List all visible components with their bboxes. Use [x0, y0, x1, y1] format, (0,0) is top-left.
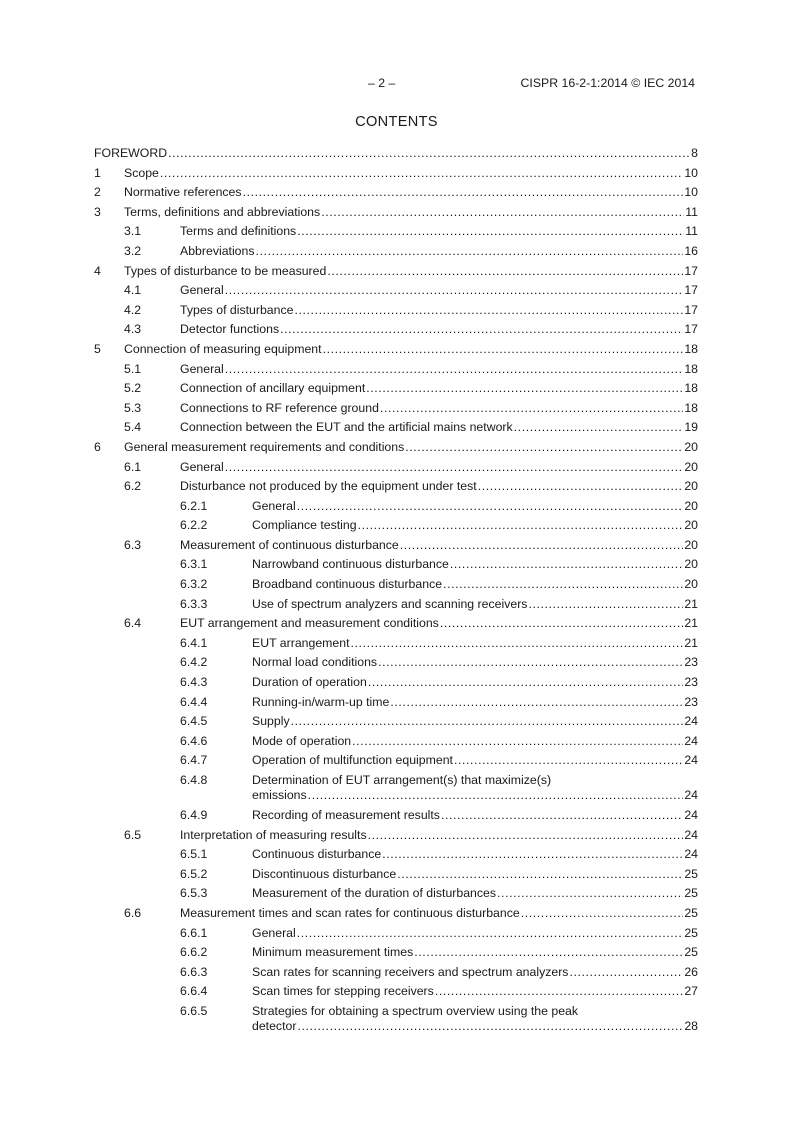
toc-dot-leader [382, 847, 683, 862]
toc-entry-title: Disturbance not produced by the equipment under test [180, 479, 477, 494]
toc-entry[interactable] [94, 361, 698, 381]
toc-entry-number: 6.2.1 [180, 498, 208, 513]
toc-entry[interactable] [94, 243, 698, 263]
toc-entry-title: Mode of operation [252, 733, 352, 748]
toc-entry-page: 25 [684, 905, 698, 920]
toc-dot-leader [368, 828, 684, 843]
toc-entry[interactable] [94, 654, 698, 674]
toc-dot-leader [160, 166, 683, 181]
toc-dot-leader [414, 945, 683, 960]
toc-entry[interactable] [94, 615, 698, 635]
toc-dot-leader [225, 283, 684, 298]
toc-entry[interactable] [94, 885, 698, 905]
toc-dot-leader [441, 808, 683, 823]
toc-entry-page: 11 [685, 204, 698, 219]
toc-entry-title: EUT arrangement and measurement conditions [180, 616, 439, 631]
toc-dot-leader [291, 714, 684, 729]
toc-entry-number: 6.2.2 [180, 518, 208, 533]
toc-entry-title: Terms and definitions [180, 224, 297, 239]
toc-entry-title: Duration of operation [252, 675, 367, 690]
toc-dot-leader [569, 965, 683, 980]
toc-entry[interactable] [94, 694, 698, 714]
toc-entry-number: 6.3.1 [180, 557, 208, 572]
toc-entry[interactable] [94, 184, 698, 204]
toc-dot-leader [435, 984, 684, 999]
toc-entry[interactable] [94, 1003, 698, 1038]
toc-entry-page: 27 [684, 984, 698, 999]
toc-entry[interactable] [94, 827, 698, 847]
toc-entry-page: 20 [684, 439, 698, 454]
toc-dot-leader [294, 303, 683, 318]
toc-entry-number: 5.2 [124, 381, 142, 396]
toc-entry-title: Interpretation of measuring results [180, 827, 367, 842]
toc-entry-title: Narrowband continuous disturbance [252, 557, 449, 572]
toc-entry-page: 21 [684, 635, 698, 650]
toc-entry-title: Determination of EUT arrangement(s) that maximize(s) [252, 773, 552, 787]
toc-dot-leader [405, 440, 683, 455]
toc-entry-page: 10 [684, 165, 698, 180]
toc-entry-title: Normative references [124, 185, 242, 200]
toc-entry[interactable] [94, 223, 698, 243]
toc-entry[interactable] [94, 537, 698, 557]
toc-entry-title: Connection of ancillary equipment [180, 381, 366, 396]
toc-entry[interactable] [94, 165, 698, 185]
toc-dot-leader [308, 788, 684, 803]
toc-entry-number: 6.6 [124, 905, 142, 920]
toc-entry-title: Terms, definitions and abbreviations [124, 204, 321, 219]
toc-entry-number: 4.2 [124, 302, 142, 317]
toc-dot-leader [368, 675, 683, 690]
toc-entry-number: 3.2 [124, 243, 142, 258]
toc-entry-page: 24 [684, 847, 698, 862]
toc-entry-number: 3.1 [124, 224, 142, 239]
toc-entry-number: 5 [94, 341, 101, 356]
toc-entry-title: General [180, 283, 224, 298]
toc-entry-title: Supply [252, 714, 290, 729]
toc-entry[interactable] [94, 925, 698, 945]
toc-entry-number: 5.4 [124, 420, 142, 435]
toc-entry-number: 1 [94, 165, 101, 180]
toc-entry[interactable] [94, 498, 698, 518]
toc-entry-page: 10 [684, 185, 698, 200]
toc-entry-number: 6.6.2 [180, 945, 208, 960]
toc-entry-title: Broadband continuous disturbance [252, 577, 443, 592]
toc-entry-title: Abbreviations [180, 243, 255, 258]
toc-entry-page: 23 [684, 675, 698, 690]
toc-entry-title: Connections to RF reference ground [180, 400, 379, 415]
toc-entry[interactable] [94, 556, 698, 576]
toc-entry-page: 20 [684, 577, 698, 592]
toc-entry[interactable] [94, 478, 698, 498]
toc-entry[interactable] [94, 752, 698, 772]
toc-entry-number: 6.4.9 [180, 808, 208, 822]
toc-entry[interactable] [94, 400, 698, 420]
toc-dot-leader [358, 518, 684, 533]
toc-entry[interactable] [94, 459, 698, 479]
toc-entry-number: 6.4.1 [180, 635, 208, 650]
toc-entry[interactable] [94, 983, 698, 1003]
toc-entry-number: 6.6.1 [180, 925, 208, 940]
toc-entry-page: 24 [684, 714, 698, 729]
toc-entry-number: 5.1 [124, 361, 142, 376]
toc-entry-title: General [180, 361, 224, 376]
toc-entry-title: Detector functions [180, 322, 280, 337]
toc-entry-page: 24 [684, 733, 698, 748]
toc-entry-page: 24 [684, 827, 698, 842]
toc-entry-number: 6.3.2 [180, 577, 208, 592]
toc-entry-number: 6.3.3 [180, 596, 208, 611]
toc-entry-number: 4.3 [124, 322, 142, 337]
toc-entry-number: 6.6.4 [180, 984, 208, 999]
toc-entry-title: General [252, 925, 296, 940]
toc-dot-leader [352, 734, 683, 749]
toc-entry-page: 8 [691, 146, 698, 160]
toc-entry-page: 25 [684, 925, 698, 940]
toc-entry-number: 6.3 [124, 537, 142, 552]
toc-entry[interactable] [94, 944, 698, 964]
document-id: CISPR 16-2-1:2014 © IEC 2014 [520, 76, 695, 90]
toc-entry-page: 20 [684, 479, 698, 494]
toc-entry-title: Continuous disturbance [252, 847, 382, 862]
toc-entry-page: 21 [684, 616, 698, 631]
toc-entry-page: 19 [684, 420, 698, 435]
toc-entry[interactable] [94, 204, 698, 224]
toc-dot-leader [256, 244, 684, 259]
toc-entry-title: Measurement times and scan rates for continuous disturbance [180, 905, 520, 920]
toc-entry-page: 24 [684, 808, 698, 822]
toc-entry-page: 20 [684, 498, 698, 513]
toc-dot-leader [390, 695, 683, 710]
toc-entry-number: 6.4.6 [180, 733, 208, 748]
toc-entry-title: Operation of multifunction equipment [252, 753, 453, 768]
toc-entry-page: 25 [684, 866, 698, 881]
toc-dot-leader [297, 1019, 683, 1034]
toc-entry[interactable] [94, 380, 698, 400]
toc-dot-leader [243, 185, 684, 200]
toc-entry-title: Use of spectrum analyzers and scanning receivers [252, 596, 528, 611]
toc-entry-title-continued: emissions [252, 788, 307, 802]
toc-entry-page: 25 [684, 945, 698, 960]
toc-entry-title: General measurement requirements and conditions [124, 439, 405, 454]
toc-entry-title: Scan times for stepping receivers [252, 984, 434, 999]
table-of-contents [94, 145, 698, 1038]
page-title: CONTENTS [355, 114, 438, 130]
toc-entry-title: Running-in/warm-up time [252, 694, 390, 709]
toc-dot-leader [497, 886, 683, 901]
toc-dot-leader [225, 362, 684, 377]
page-header [0, 76, 793, 92]
toc-entry[interactable] [94, 302, 698, 322]
toc-entry-title: Connection of measuring equipment [124, 341, 322, 356]
toc-dot-leader [297, 224, 684, 239]
toc-entry-number: 6 [94, 439, 101, 454]
toc-entry-title: General [180, 459, 224, 474]
toc-entry-number: 6.4.5 [180, 714, 208, 729]
toc-entry-title: Discontinuous disturbance [252, 866, 397, 881]
toc-dot-leader [478, 479, 684, 494]
toc-dot-leader [297, 499, 684, 514]
toc-dot-leader [397, 867, 683, 882]
toc-entry-number: 4.1 [124, 283, 142, 298]
toc-entry-title: Types of disturbance to be measured [124, 263, 327, 278]
toc-dot-leader [327, 264, 683, 279]
toc-entry[interactable] [94, 321, 698, 341]
toc-dot-leader [323, 342, 684, 357]
toc-entry-title: Scope [124, 165, 159, 180]
toc-entry-title: Minimum measurement times [252, 945, 414, 960]
toc-entry-page: 23 [684, 655, 698, 670]
toc-entry-number: 2 [94, 185, 101, 200]
toc-entry-title: Recording of measurement results [252, 808, 440, 822]
toc-entry-page: 20 [684, 459, 698, 474]
toc-entry-number: 6.1 [124, 459, 142, 474]
toc-entry-number: 6.6.3 [180, 964, 208, 979]
toc-entry-number: 5.3 [124, 400, 142, 415]
toc-dot-leader [297, 926, 684, 941]
toc-entry[interactable] [94, 905, 698, 925]
toc-entry-number: 6.2 [124, 479, 142, 494]
toc-dot-leader [443, 577, 683, 592]
toc-entry-number: 6.5.3 [180, 886, 208, 901]
toc-entry[interactable] [94, 341, 698, 361]
toc-entry[interactable] [94, 674, 698, 694]
toc-entry-page: 24 [684, 788, 698, 802]
toc-entry-number: 6.6.5 [180, 1003, 208, 1018]
toc-dot-leader [225, 460, 684, 475]
toc-entry-number: 6.4.7 [180, 753, 208, 768]
toc-entry-title: Measurement of continuous disturbance [180, 537, 399, 552]
toc-dot-leader [378, 655, 683, 670]
toc-entry-number: 6.5.2 [180, 866, 208, 881]
toc-entry-title-continued: detector [252, 1018, 297, 1033]
toc-entry-title: Measurement of the duration of disturbances [252, 886, 497, 901]
toc-entry[interactable] [94, 772, 698, 807]
toc-entry-page: 26 [684, 964, 698, 979]
toc-entry[interactable] [94, 596, 698, 616]
toc-entry-page: 21 [684, 596, 698, 611]
toc-entry-title: Connection between the EUT and the artificial mains network [180, 420, 513, 435]
toc-entry-title: Types of disturbance [180, 302, 294, 317]
toc-dot-leader [440, 616, 683, 631]
toc-entry-page: 18 [684, 400, 698, 415]
toc-dot-leader [366, 381, 683, 396]
toc-entry[interactable] [94, 713, 698, 733]
toc-entry-title: General [252, 498, 296, 513]
toc-entry-title: FOREWORD [94, 146, 168, 160]
toc-dot-leader [351, 636, 684, 651]
toc-entry[interactable] [94, 733, 698, 753]
toc-entry-page: 18 [684, 341, 698, 356]
toc-entry-page: 20 [684, 518, 698, 533]
toc-entry-page: 17 [684, 322, 698, 337]
toc-dot-leader [400, 538, 684, 553]
toc-entry-page: 17 [684, 263, 698, 278]
page-number: – 2 – [368, 76, 396, 90]
toc-entry-number: 6.5.1 [180, 847, 208, 862]
toc-entry-page: 18 [684, 361, 698, 376]
toc-entry[interactable] [94, 576, 698, 596]
toc-entry[interactable] [94, 866, 698, 886]
toc-entry[interactable] [94, 846, 698, 866]
toc-entry-page: 20 [684, 557, 698, 572]
toc-dot-leader [168, 146, 690, 161]
toc-entry[interactable] [94, 282, 698, 302]
toc-entry[interactable] [94, 145, 698, 165]
toc-entry-title: Compliance testing [252, 518, 357, 533]
toc-entry[interactable] [94, 807, 698, 827]
toc-entry-page: 18 [684, 381, 698, 396]
toc-entry[interactable] [94, 517, 698, 537]
toc-entry-page: 20 [684, 537, 698, 552]
toc-entry-number: 6.4.8 [180, 773, 208, 787]
toc-entry-page: 23 [684, 694, 698, 709]
toc-entry[interactable] [94, 964, 698, 984]
toc-entry-page: 24 [684, 753, 698, 768]
toc-dot-leader [514, 420, 684, 435]
toc-dot-leader [450, 557, 683, 572]
toc-entry[interactable] [94, 419, 698, 439]
toc-entry-page: 11 [685, 224, 698, 239]
toc-entry-title: Strategies for obtaining a spectrum overview using the peak [252, 1003, 579, 1018]
toc-entry-page: 17 [684, 283, 698, 298]
toc-entry-number: 6.4.4 [180, 694, 208, 709]
toc-entry-page: 25 [684, 886, 698, 901]
toc-entry-number: 6.4.3 [180, 675, 208, 690]
toc-entry-number: 4 [94, 263, 101, 278]
toc-entry-number: 3 [94, 204, 101, 219]
toc-dot-leader [280, 322, 683, 337]
toc-entry-number: 6.4.2 [180, 655, 208, 670]
toc-dot-leader [528, 597, 683, 612]
toc-entry-title: Scan rates for scanning receivers and spectrum analyzers [252, 964, 569, 979]
toc-dot-leader [521, 906, 684, 921]
toc-entry[interactable] [94, 635, 698, 655]
toc-dot-leader [380, 401, 683, 416]
toc-entry-number: 6.4 [124, 616, 142, 631]
toc-entry-page: 28 [684, 1018, 698, 1033]
toc-dot-leader [321, 205, 684, 220]
toc-entry[interactable] [94, 439, 698, 459]
toc-entry-number: 6.5 [124, 827, 142, 842]
toc-entry[interactable] [94, 263, 698, 283]
toc-entry-title: Normal load conditions [252, 655, 378, 670]
toc-entry-title: EUT arrangement [252, 635, 350, 650]
toc-entry-page: 16 [684, 243, 698, 258]
toc-dot-leader [454, 753, 683, 768]
toc-entry-page: 17 [684, 302, 698, 317]
